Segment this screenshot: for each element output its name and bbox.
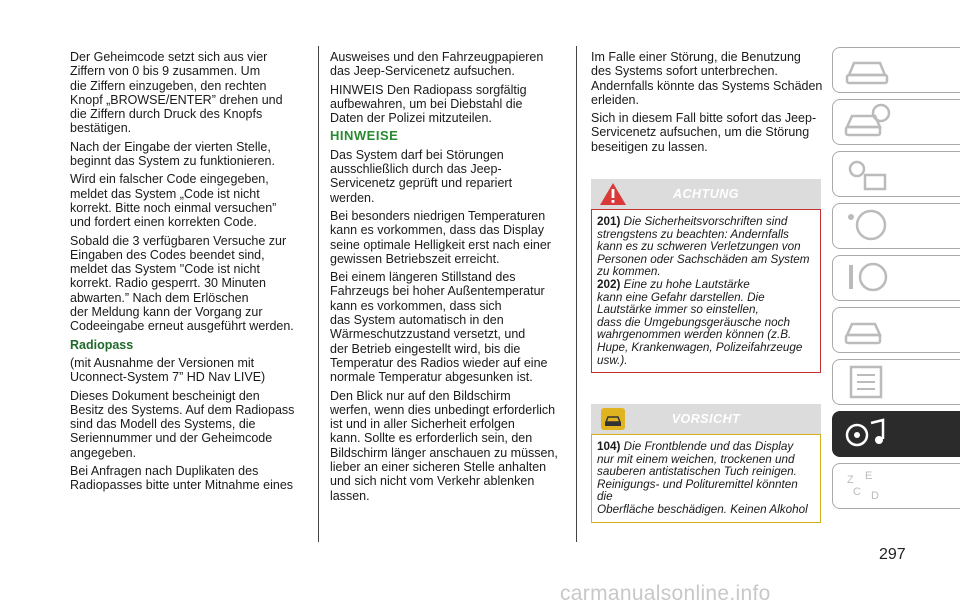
tab-technical-data[interactable] bbox=[832, 359, 960, 405]
chapter-tabs bbox=[832, 47, 960, 515]
steering-wrench-icon bbox=[843, 259, 891, 297]
note-number: 202) bbox=[597, 277, 621, 291]
paragraph: Wird ein falscher Code eingegeben, meldet das System „Code ist nicht korrekt. Bitte noch einmal versuchen” und fordert einen korrekten Code. bbox=[70, 172, 277, 230]
paragraph: Nach der Eingabe der vierten Stelle, beginnt das System zu funktionieren. bbox=[70, 139, 275, 169]
paragraph: Sobald die 3 verfügbaren Versuche zur Eingaben des Codes beendet sind, meldet das System "Code ist nicht korrekt. Radio gesperrt. 30 Minuten abwarten.” Nach dem Erlöschen der Meldung kann der Vorgang zur Codeeingabe erneut ausgeführt werden. bbox=[70, 233, 294, 334]
page-number: 297 bbox=[879, 546, 906, 563]
paragraph: (mit Ausnahme der Versionen mit Uconnect-System 7” HD Nav LIVE) bbox=[70, 355, 266, 385]
car-service-icon bbox=[843, 311, 891, 349]
paragraph: Bei einem längeren Stillstand des Fahrzeugs bei hoher Außentemperatur kann es vorkommen, dass sich das System automatisch in den Wärmeschutzzustand versetzt, und der Betrieb eingestellt wird, bis die Temperatur des Radios wieder auf eine normale Temperatur abgesunken ist. bbox=[330, 270, 548, 385]
car-info-icon bbox=[843, 103, 891, 141]
achtung-banner bbox=[591, 179, 821, 209]
note-number: 104) bbox=[597, 440, 621, 453]
note-text: Die Sicherheitsvorschriften sind strengstens zu beachten: Andernfalls kann es zu schweren Verletzungen von Personen oder Sachschäden am System zu kommen. bbox=[597, 215, 810, 279]
paragraph: Der Geheimcode setzt sich aus vier Ziffern von 0 bis 9 zusammen. Um die Ziffern einzugeben, den rechten Knopf „BROWSE/ENTER” drehen und die Ziffern durch Druck des Knopfs bestätigen. bbox=[70, 50, 283, 136]
multimedia-icon bbox=[843, 415, 891, 453]
svg-text:E: E bbox=[865, 470, 873, 482]
column-divider bbox=[576, 46, 577, 542]
text-column-1 bbox=[70, 50, 306, 497]
paragraph: Bei besonders niedrigen Temperaturen kann es vorkommen, dass das Display seine optimale Helligkeit erst nach einer gewissen Betriebszeit erreicht. bbox=[330, 208, 551, 266]
tab-dashboard[interactable] bbox=[832, 47, 960, 93]
tab-index[interactable] bbox=[832, 463, 960, 509]
paragraph: Ausweises und den Fahrzeugpapieren das Jeep-Servicenetz aufsuchen. bbox=[330, 50, 544, 79]
vorsicht-banner bbox=[591, 404, 821, 434]
tab-steering[interactable] bbox=[832, 255, 960, 301]
watermark-footer: carmanualsonline.info bbox=[560, 582, 771, 605]
svg-text:D: D bbox=[871, 490, 879, 502]
achtung-title: ACHTUNG bbox=[673, 187, 739, 201]
document-list-icon bbox=[843, 363, 891, 401]
tab-lights[interactable] bbox=[832, 151, 960, 197]
paragraph: Dieses Dokument bescheinigt den Besitz des Systems. Auf dem Radiopass sind das Modell des Systems, die Seriennummer und der Geheimcode angegeben. bbox=[70, 388, 295, 460]
paragraph: Das System darf bei Störungen ausschließlich durch das Jeep- Servicenetz geprüft und repariert werden. bbox=[330, 147, 513, 205]
vorsicht-content bbox=[591, 434, 821, 523]
note-text: Eine zu hohe Lautstärke kann eine Gefahr darstellen. Die Lautstärke immer so einstellen, dass die Umgebungsgeräusche noch wahrgenommen werden können (z.B. Hupe, Krankenwagen, Polizeifahrzeuge usw.). bbox=[597, 277, 803, 367]
airbag-safety-icon bbox=[843, 207, 891, 245]
tab-info[interactable] bbox=[832, 99, 960, 145]
vorsicht-title: VORSICHT bbox=[671, 412, 741, 426]
section-heading-hinweise: HINWEISE bbox=[330, 128, 399, 144]
vorsicht-caution-box bbox=[591, 404, 821, 523]
paragraph: Den Blick nur auf den Bildschirm werfen, wenn dies unbedingt erforderlich ist und in aller Sicherheit erfolgen kann. Sollte es erforderlich sein, den Bildschirm länger anschauen zu müssen, lieber an einer sicheren Stelle anhalten und sich nicht vom Verkehr ablenken lassen. bbox=[330, 388, 558, 503]
tab-service[interactable] bbox=[832, 307, 960, 353]
tab-safety[interactable] bbox=[832, 203, 960, 249]
note-number: 201) bbox=[597, 215, 621, 228]
tab-multimedia[interactable] bbox=[832, 411, 960, 457]
paragraph: Bei Anfragen nach Duplikaten des Radiopasses bitte unter Mitnahme eines bbox=[70, 464, 294, 493]
text-column-3 bbox=[591, 50, 823, 158]
achtung-warning-box bbox=[591, 179, 821, 373]
car-dashboard-icon bbox=[843, 51, 891, 89]
paragraph: Sich in diesem Fall bitte sofort das Jeep- Servicenetz aufsuchen, um die Störung beseitigen zu lassen. bbox=[591, 111, 817, 154]
achtung-content bbox=[591, 209, 821, 373]
svg-text:Z: Z bbox=[847, 474, 854, 486]
section-heading-radiopass: Radiopass bbox=[70, 337, 134, 352]
column-divider bbox=[318, 46, 319, 542]
index-letters-icon bbox=[843, 467, 891, 505]
note-text: Die Frontblende und das Display nur mit einem weichen, trockenen und sauberen antistatischen Tuch reinigen. Reinigungs- und Polituremittel könnten die Oberfläche beschädigen. Keinen Alkohol bbox=[597, 440, 808, 516]
text-column-2 bbox=[330, 50, 566, 507]
lights-message-icon bbox=[843, 155, 891, 193]
svg-text:C: C bbox=[853, 486, 861, 498]
paragraph: HINWEIS Den Radiopass sorgfältig aufbewahren, um bei Diebstahl die Daten der Polizei mitzuteilen. bbox=[330, 82, 527, 126]
paragraph: Im Falle einer Störung, die Benutzung des Systems sofort unterbrechen. Andernfalls könnte das Systems Schäden erleiden. bbox=[591, 50, 823, 107]
